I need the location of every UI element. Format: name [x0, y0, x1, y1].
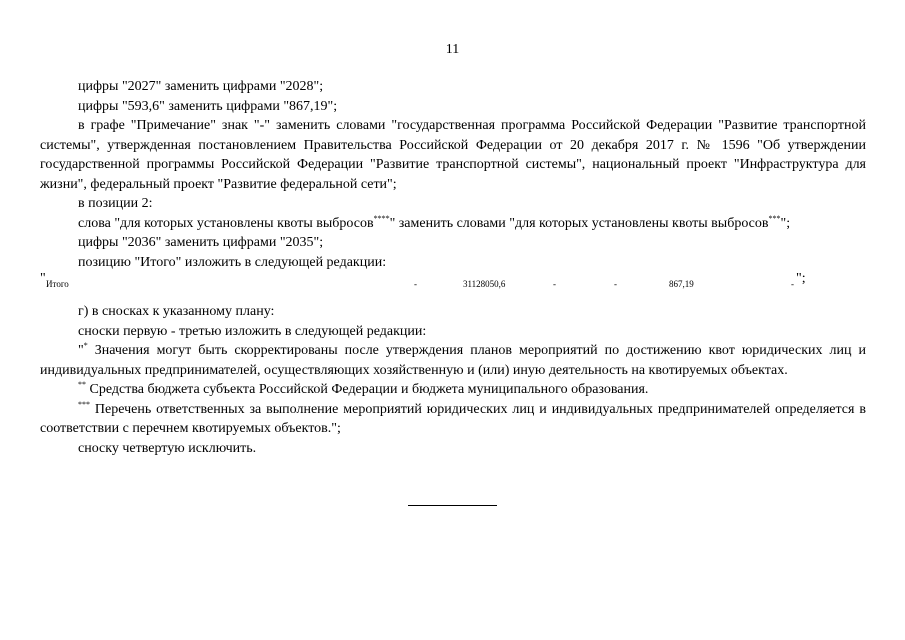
footnote-text: Перечень ответственных за выполнение мероприятий юридических лиц и индивидуальных предпринимателей определяется в соответствии с перечнем квотируемых объектов."; [40, 401, 866, 436]
table-cell: - [553, 279, 556, 289]
text-line: цифры "2027" заменить цифрами "2028"; [78, 79, 324, 94]
text-line: г) в сносках к указанному плану: [78, 304, 275, 319]
table-cell: 31128050,6 [463, 279, 506, 289]
table-quote-close: "; [796, 271, 806, 286]
table-cell-label: Итого [46, 279, 69, 289]
table-quote-open: " [40, 271, 46, 286]
text-fragment: " заменить словами "для которых установлены квоты выбросов [389, 215, 769, 231]
footnote-text: Значения могут быть скорректированы после утверждения планов мероприятий по достижению квот юридических лиц и индивидуальных предпринимателей, осуществляющих хозяйственную и (или) иную деятельность на квотируемых объектах. [40, 343, 866, 378]
text-line: цифры "593,6" заменить цифрами "867,19"; [78, 98, 338, 114]
footnote-mark: **** [373, 213, 390, 223]
page-number: 11 [445, 42, 460, 57]
document-body [40, 77, 866, 458]
text-fragment: слова "для которых установлены квоты выбросов [78, 215, 374, 231]
table-cell: - [614, 279, 617, 289]
table-cell: 867,19 [669, 279, 694, 289]
table-row-itogo [40, 272, 866, 302]
text-line: в позиции 2: [78, 196, 153, 211]
text-fragment: "; [780, 215, 791, 231]
text-line: цифры "2036" заменить цифрами "2035"; [78, 235, 324, 250]
footnote-1 [40, 341, 866, 380]
table-cell: - [791, 279, 794, 289]
end-divider [408, 505, 497, 506]
footnote-mark: *** [768, 213, 781, 223]
text-line [40, 214, 866, 234]
footnote-mark: *** [78, 399, 90, 409]
footnote-2 [40, 380, 866, 400]
footnote-text: Средства бюджета субъекта Российской Федерации и бюджета муниципального образования. [86, 382, 649, 397]
text-paragraph: в графе "Примечание" знак "-" заменить словами "государственная программа Российской Федерации "Развитие транспортной системы", утвержденная постановлением Правительства Российской Федерации от 20 декабря 2017 г. № 1596 "Об утверждении государственной программы Российской Федерации "Развитие транспортной системы", национальный проект "Инфраструктура для жизни", федеральный проект "Развитие федеральной сети"; [40, 118, 866, 192]
text-line: позицию "Итого" изложить в следующей редакции: [78, 254, 387, 270]
footnote-mark: * [83, 341, 88, 350]
text-line: сноски первую - третью изложить в следующей редакции: [78, 323, 427, 339]
footnote-3 [40, 400, 866, 439]
text-line: сноску четвертую исключить. [78, 440, 257, 456]
table-cell: - [414, 279, 417, 289]
text-fragment: " [78, 343, 84, 358]
footnote-mark: ** [78, 380, 86, 389]
